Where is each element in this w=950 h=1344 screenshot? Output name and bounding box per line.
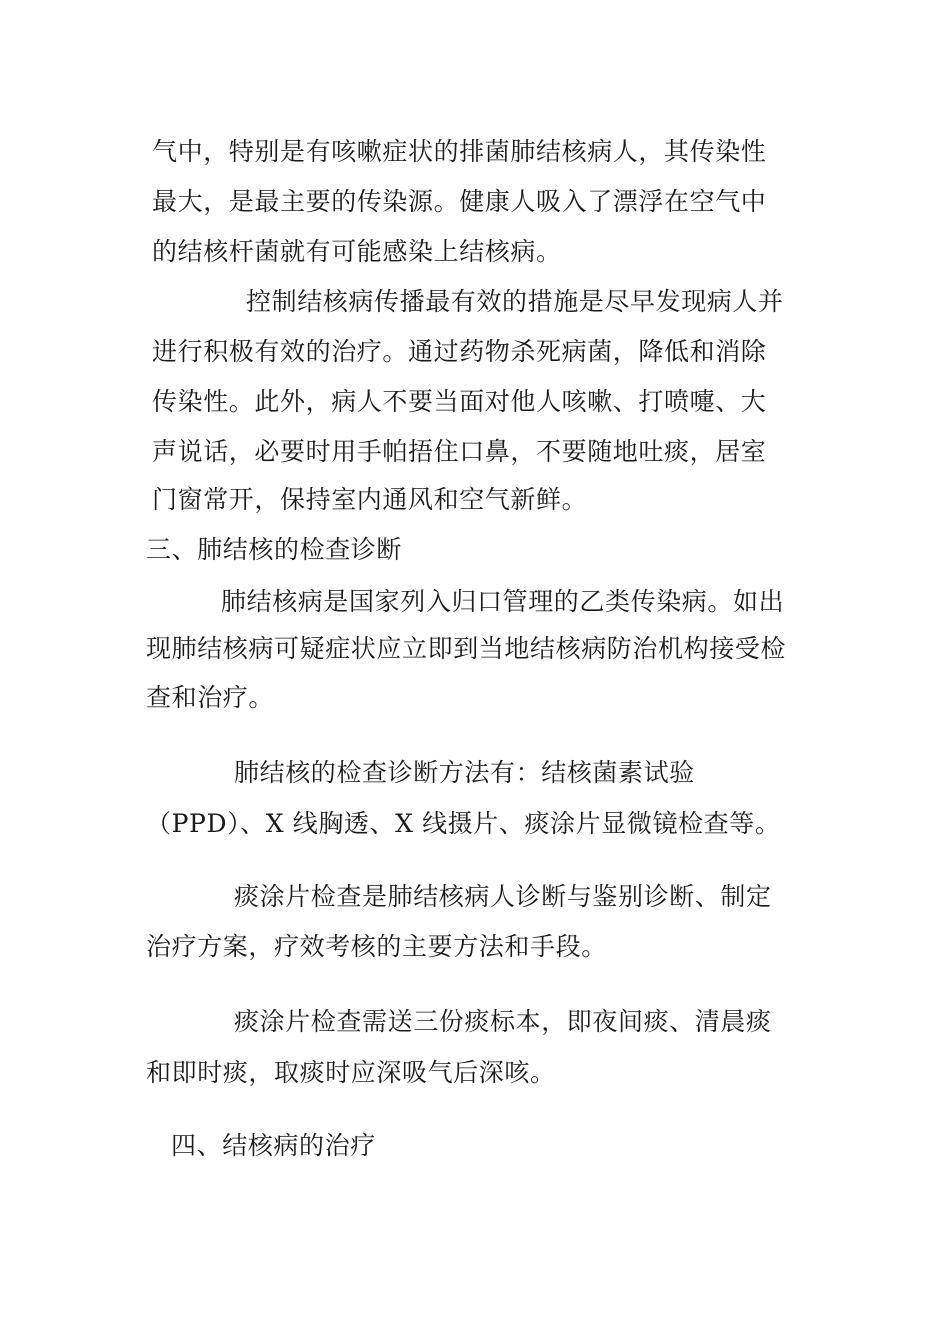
body-text-line: 查和治疗。: [146, 683, 275, 712]
body-text-line: 气中，特别是有咳嗽症状的排菌肺结核病人，其传染性: [152, 137, 767, 166]
body-text-line: 痰涂片检查需送三份痰标本，即夜间痰、清晨痰: [234, 1007, 772, 1036]
body-text-line: 肺结核的检查诊断方法有：结核菌素试验: [234, 758, 695, 787]
body-text-line: 和即时痰，取痰时应深吸气后深咳。: [146, 1058, 556, 1087]
body-text-line: 门窗常开，保持室内通风和空气新鲜。: [152, 485, 588, 514]
body-text-line: 声说话，必要时用手帕捂住口鼻，不要随地吐痰，居室: [152, 437, 767, 466]
body-text-line: 痰涂片检查是肺结核病人诊断与鉴别诊断、制定: [234, 882, 772, 911]
body-text-line: 治疗方案，疗效考核的主要方法和手段。: [146, 932, 607, 961]
body-text-line: 控制结核病传播最有效的措施是尽早发现病人并: [246, 287, 784, 316]
body-text-line: （PPD）、X 线胸透、X 线摄片、痰涂片显微镜检查等。: [146, 809, 781, 838]
body-text-line: 肺结核病是国家列入归口管理的乙类传染病。如出: [221, 587, 785, 616]
section-heading: 三、肺结核的检查诊断: [146, 535, 403, 564]
body-text-line: 的结核杆菌就有可能感染上结核病。: [152, 237, 562, 266]
body-text-line: 现肺结核病可疑症状应立即到当地结核病防治机构接受检: [146, 634, 787, 663]
body-text-line: 最大，是最主要的传染源。健康人吸入了漂浮在空气中: [152, 187, 767, 216]
body-text-line: 进行积极有效的治疗。通过药物杀死病菌，降低和消除: [152, 337, 767, 366]
body-text-line: 传染性。此外，病人不要当面对他人咳嗽、打喷嚏、大: [152, 387, 767, 416]
section-heading: 四、结核病的治疗: [171, 1131, 376, 1160]
